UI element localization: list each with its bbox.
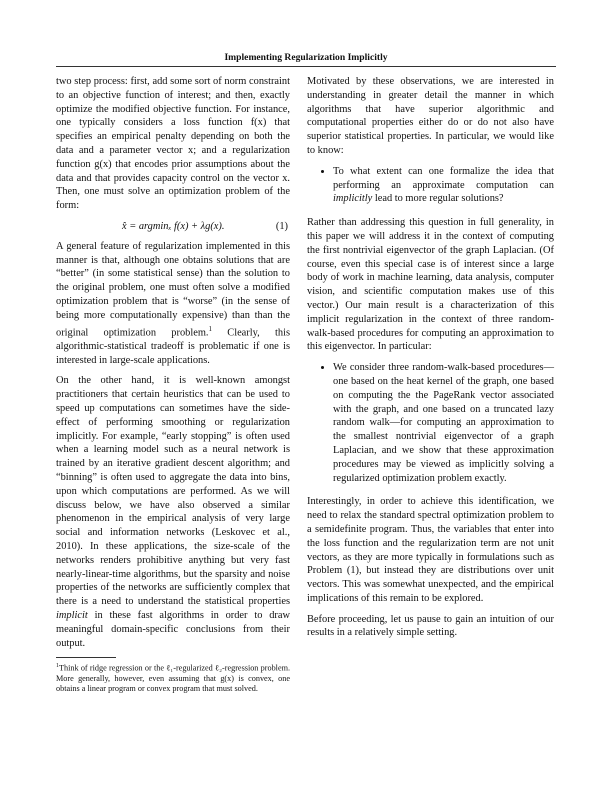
footnote-text: Think of ridge regression or the ℓ₁-regularized ℓ₂-regression problem. More generally, however, even assuming that g(x) is convex, one obtains a linear program or convex program that must solved. — [56, 664, 290, 694]
emphasis: implicitly — [333, 193, 373, 205]
left-column — [56, 75, 290, 702]
equation-expression: x̂ = argminₓ f(x) + λg(x). — [122, 220, 225, 232]
question-list — [307, 165, 554, 206]
running-header: Implementing Regularization Implicitly — [224, 52, 388, 63]
footnote-rule — [56, 657, 116, 658]
list-item — [333, 165, 554, 206]
footnote-ref[interactable]: 1 — [208, 324, 213, 333]
header-rule — [56, 66, 556, 67]
equation-number: (1) — [275, 220, 288, 232]
list-item: • We consider three random-walk-based procedures—one based on the heat kernel of the graph, one based on computing the the PageRank vector associated with the graph, and one based on a truncated lazy random walk—for computing an approximation to the smallest nontrivial eigenvector of a graph Laplacian, and we show that these approximation procedures may be viewed as implicitly solving a regularized optimization problem exactly. — [333, 361, 554, 485]
paragraph — [56, 240, 290, 368]
paragraph: two step process: first, add some sort of norm constraint to an objective function of interest; and then, exactly optimize the modified objective function. For instance, one typically considers a loss function f(x) that specifies an empirical penalty depending on both the data and a parameter vector x; and a regularization function g(x) that encodes prior assumptions about the data and that provides capacity control on the vector x. Then, one must solve an optimization problem of the form: — [56, 76, 290, 212]
list-item-text: lead to more regular solutions? — [372, 193, 504, 205]
paragraph: Interestingly, in order to achieve this identification, we need to relax the standard spectral optimization problem to a semidefinite program. Thus, the variables that enter into the loss function and the regularization term are not unit vectors, as they are more typically in formulations such as Problem (1), but instead they are distributions over unit vectors. This was somewhat unexpected, and the empirical implications of this remain to be explored. — [307, 496, 554, 604]
paragraph: Rather than addressing this question in full generality, in this paper we will address it in the context of computing the first nontrivial eigenvector of the graph Laplacian. (Of course, even this special case is of interest since a large body of work in machine learning, data analysis, computer vision, and scientific computation makes use of this vector.) Our main result is a characterization of this implicit regularization in the context of three random-walk-based procedures for computing an approximation to this eigenvector. In particular: — [307, 217, 554, 353]
emphasis: implicit — [56, 609, 88, 621]
equation-1 — [56, 220, 290, 234]
paragraph: Motivated by these observations, we are interested in understanding in greater detail the manner in which algorithms that have superior algorithmic and computational properties either do or do not also have superior statistical properties. In particular, we would like to know: — [307, 76, 554, 156]
paragraph-text: Clearly, this algorithmic-statistical tradeoff is problematic if one is interested in large-scale applications. — [56, 327, 291, 366]
paragraph — [56, 374, 290, 650]
list-item-text: To what extent can one formalize the idea that performing an approximate computation can — [333, 165, 554, 191]
footnote — [56, 661, 290, 694]
paragraph-text: A general feature of regularization implemented in this manner is that, although one obtains solutions that are “better” (in some statistical sense) than the solution to the original problem, one must often solve a modified optimization problem that is “worse” (in the sense of being more computationally expensive) than than the original optimization problem. — [56, 240, 290, 339]
paragraph: Before proceeding, let us pause to gain an intuition of our results in a relatively simple setting. — [307, 613, 554, 639]
result-list — [307, 361, 554, 485]
paragraph-text: On the other hand, it is well-known amongst practitioners that certain heuristics that can be used to speed up computations can sometimes have the side-effect of performing smoothing or regularization implicitly. For example, “early stopping” is often used when a learning model such as a neural network is trained by an iterative gradient descent algorithm; and “binning” is often used to aggregate the data into bins, upon which computations are performed. As we will discuss below, we have also observed a similar phenomenon in the empirical analysis of very large social and information networks (Leskovec et al., 2010). In these applications, the size-scale of the networks renders prohibitive anything but very fast nearly-linear-time algorithms, but the sparsity and noise properties of the networks are sufficiently complex that there is a need to understand the statistical properties — [56, 375, 290, 608]
footnote-mark: 1 — [56, 663, 59, 670]
paragraph-text: in these fast algorithms in order to draw meaningful domain-specific conclusions from their output. — [56, 609, 290, 649]
right-column — [307, 75, 554, 647]
